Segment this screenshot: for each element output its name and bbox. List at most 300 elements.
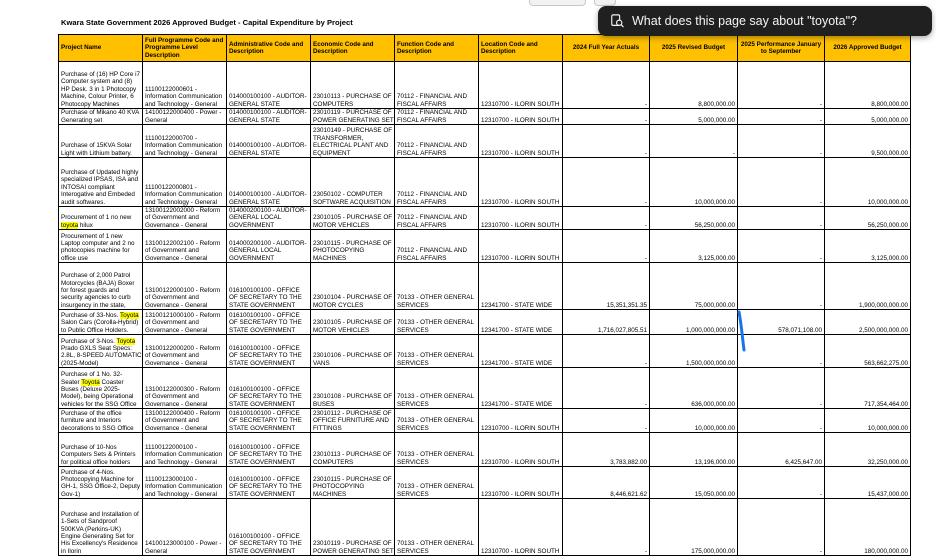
- cell-location: 12341700 - STATE WIDE: [479, 368, 563, 409]
- cell-line: GENERAL STATE: [229, 149, 280, 157]
- cell-line: (2025-Model): [61, 359, 99, 367]
- cell-line: 11100123000100 -: [145, 476, 197, 483]
- cell-line: GENERAL STATE: [229, 116, 280, 124]
- cell-line: MOTOR VEHICLES: [313, 221, 370, 229]
- cell-line: STATE GOVERNMENT: [229, 490, 296, 498]
- cell-line: OF SECRETARY TO THE: [229, 393, 302, 401]
- cell-line: SERVICES: [397, 359, 429, 367]
- cell-line: Buses (Deluxe 2025-: [61, 386, 120, 393]
- cell-line: 13100121000100 - Reform: [145, 312, 221, 319]
- cell-2025-performance: -: [738, 368, 825, 409]
- cell-line: SERVICES: [397, 301, 429, 309]
- cell-location: 12310700 - ILORIN SOUTH: [479, 207, 563, 230]
- cell-line: HP Desk. 3 in 1 Photocopy: [61, 85, 137, 93]
- cell-line: vehicles for the SSG Office: [61, 400, 137, 408]
- cell-line: MACHINES: [313, 490, 347, 498]
- cell-line: MOTOR VEHICLES: [313, 326, 370, 334]
- cell-programme: [143, 125, 227, 158]
- cell-economic: [311, 409, 395, 433]
- cell-2025-performance: -: [738, 109, 825, 125]
- cell-function: [395, 310, 479, 335]
- cell-location: 12310700 - ILORIN SOUTH: [479, 467, 563, 499]
- cell-project-name: [59, 125, 143, 158]
- cell-line: 11100122000601 -: [145, 85, 197, 93]
- cell-2025-performance: -: [738, 263, 825, 310]
- cell-2025-revised: 56,250,000.00: [650, 207, 738, 230]
- cell-line: 1-Sets of Sandproof: [61, 518, 118, 526]
- cell-administrative: [227, 207, 311, 230]
- cell-2025-performance: 6,425,647.00: [738, 433, 825, 467]
- cell-programme: [143, 230, 227, 263]
- cell-line: of Government and: [145, 393, 199, 401]
- cell-line: Purchase of 3-Nos. Toyota: [61, 337, 136, 345]
- cell-line: toyota hilux: [61, 221, 93, 229]
- cell-location: 12310700 - ILORIN SOUTH: [479, 499, 563, 556]
- table-row: [59, 230, 911, 263]
- cell-2026-approved: 3,125,000.00: [825, 230, 911, 263]
- cell-line: and Technology - General: [145, 458, 217, 466]
- cell-administrative: [227, 335, 311, 368]
- cell-economic: [311, 109, 395, 125]
- cell-line: office use: [61, 254, 88, 262]
- cell-line: and Technology - General: [145, 149, 217, 157]
- cell-2025-performance: -: [738, 409, 825, 433]
- cell-2025-revised: 1,500,000,000.00: [650, 335, 738, 368]
- table-row: [59, 310, 911, 335]
- cell-line: 016100100100 - OFFICE: [229, 410, 300, 417]
- cell-function: [395, 263, 479, 310]
- cell-line: in Ilorin: [61, 547, 82, 555]
- cell-line: 13100122000100 - Reform: [145, 287, 221, 294]
- cell-line: FISCAL AFFAIRS: [397, 254, 447, 262]
- cell-administrative: [227, 263, 311, 310]
- cell-location: 12310700 - ILORIN SOUTH: [479, 125, 563, 158]
- cell-line: 014000100100 - AUDITOR-: [229, 191, 307, 199]
- cell-economic: [311, 263, 395, 310]
- cell-line: and Technology - General: [145, 198, 217, 206]
- cell-line: TRANSFORMER,: [313, 134, 364, 142]
- cell-project-name: [59, 62, 143, 109]
- cell-line: 23010113 - PURCHASE OF: [313, 93, 392, 101]
- search-highlight: Toyota: [120, 312, 139, 319]
- cell-project-name: [59, 335, 143, 368]
- cell-line: POWER GENERATING SET: [313, 547, 394, 555]
- cell-function: [395, 125, 479, 158]
- cell-line: 70112 - FINANCIAL AND: [397, 109, 467, 117]
- cell-line: 014000100100 - AUDITOR-: [229, 109, 307, 117]
- cell-2024-actuals: -: [563, 207, 650, 230]
- cell-line: His Excellency's Residence: [61, 540, 138, 548]
- cell-function: [395, 207, 479, 230]
- cell-line: PHOTOCOPYING: [313, 247, 365, 255]
- cell-administrative: [227, 499, 311, 556]
- cell-project-name: [59, 109, 143, 125]
- cell-line: Purchase of (16) HP Core i7: [61, 70, 140, 78]
- cell-2024-actuals: -: [563, 409, 650, 433]
- cell-2024-actuals: 1,716,027,805.51: [563, 310, 650, 335]
- cell-2024-actuals: 8,446,621.62: [563, 467, 650, 499]
- cell-line: Information Communication: [145, 451, 222, 459]
- cell-2026-approved: 180,000,000.00: [825, 499, 911, 556]
- cell-2026-approved: 8,800,000.00: [825, 62, 911, 109]
- cell-2024-actuals: 15,351,351.35: [563, 263, 650, 310]
- cell-2024-actuals: -: [563, 230, 650, 263]
- table-row: [59, 263, 911, 310]
- cell-line: FISCAL AFFAIRS: [397, 149, 447, 157]
- budget-table: [58, 34, 911, 556]
- cell-line: decorations to SSG Office: [61, 424, 134, 432]
- cell-line: GENERAL STATE: [229, 198, 280, 206]
- cell-project-name: [59, 207, 143, 230]
- cell-project-name: [59, 368, 143, 409]
- cell-line: OF SECRETARY TO THE: [229, 483, 302, 491]
- cell-line: SERVICES: [397, 490, 429, 498]
- cell-2024-actuals: -: [563, 368, 650, 409]
- cell-2025-revised: 8,800,000.00: [650, 62, 738, 109]
- cell-2026-approved: 717,354,464.00: [825, 368, 911, 409]
- table-row: [59, 109, 911, 125]
- cell-line: Procurement of 1 new: [61, 232, 123, 240]
- cell-line: Machine, Colour Printer, 6: [61, 93, 134, 101]
- table-row: [59, 158, 911, 207]
- cell-line: 014000100100 - AUDITOR-: [229, 93, 307, 101]
- header-economic: Economic Code and Description: [311, 35, 395, 62]
- header-function: Function Code and Description: [395, 35, 479, 62]
- cell-location: 12310700 - ILORIN SOUTH: [479, 109, 563, 125]
- cell-line: OF SECRETARY TO THE: [229, 540, 302, 548]
- cell-line: SOFTWARE ACQUISITION: [313, 198, 391, 206]
- cell-2025-revised: 175,000,000.00: [650, 499, 738, 556]
- cell-line: 500KVA (Perkins-UK): [61, 525, 122, 533]
- cell-line: STATE GOVERNMENT: [229, 301, 296, 309]
- cell-line: 23010105 - PURCHASE OF: [313, 214, 393, 222]
- cell-line: 13100122002000 - Reform: [145, 207, 221, 214]
- cell-2025-revised: 13,196,000.00: [650, 433, 738, 467]
- cell-2025-performance: -: [738, 158, 825, 207]
- cell-line: Governance - General: [145, 221, 208, 229]
- cell-2026-approved: 563,662,275.00: [825, 335, 911, 368]
- cell-line: Purchase of Updated highly: [61, 168, 139, 176]
- cell-line: for forest guards and: [61, 287, 120, 294]
- cell-administrative: [227, 109, 311, 125]
- cell-2024-actuals: -: [563, 62, 650, 109]
- cell-programme: [143, 62, 227, 109]
- cell-line: security agencies to curb: [61, 294, 131, 302]
- cell-line: specialized IPSAS, ISA and: [61, 176, 139, 184]
- cell-line: GH-1, SSG Office-2, Deputy: [61, 483, 140, 491]
- cell-2024-actuals: 3,783,882.00: [563, 433, 650, 467]
- cell-line: Purchase and Installation of: [61, 510, 139, 518]
- cell-line: of Government and: [145, 417, 199, 425]
- cell-line: FITTINGS: [313, 424, 342, 432]
- cell-2026-approved: 32,250,000.00: [825, 433, 911, 467]
- cell-2024-actuals: -: [563, 158, 650, 207]
- cell-line: 23010115 - PURCHASE OF: [313, 240, 392, 247]
- search-highlight: toyota: [61, 221, 79, 229]
- cell-programme: [143, 207, 227, 230]
- cell-line: GENERAL STATE: [229, 100, 280, 108]
- cell-line: FISCAL AFFAIRS: [397, 221, 447, 229]
- cell-line: COMPUTERS: [313, 100, 354, 108]
- cell-line: 014000200100 - AUDITOR-: [229, 207, 307, 214]
- cell-line: 11100122000700 -: [145, 134, 197, 142]
- cell-line: 13100122002100 - Reform: [145, 240, 221, 247]
- cell-2025-revised: 15,050,000.00: [650, 467, 738, 499]
- cell-line: Governance - General: [145, 254, 208, 262]
- cell-line: 014000200100 - AUDITOR-: [229, 240, 307, 247]
- cell-line: 23010149 - PURCHASE OF: [313, 127, 393, 135]
- cell-line: Purchase of 15KVA Solar: [61, 142, 132, 150]
- cell-line: 13100122000200 - Reform: [145, 345, 221, 352]
- cell-line: 23010112 - PURCHASE OF: [313, 410, 392, 417]
- cell-2024-actuals: -: [563, 125, 650, 158]
- cell-programme: [143, 433, 227, 467]
- cell-line: MOTOR CYCLES: [313, 301, 364, 309]
- cell-administrative: [227, 158, 311, 207]
- cell-line: Governance - General: [145, 301, 208, 309]
- table-row: [59, 409, 911, 433]
- cell-line: GENERAL LOCAL: [229, 247, 282, 255]
- cell-line: SERVICES: [397, 458, 429, 466]
- cell-line: 13100122000300 - Reform: [145, 386, 221, 393]
- cell-line: Information Communication: [145, 93, 222, 101]
- cell-line: FISCAL AFFAIRS: [397, 116, 447, 124]
- cell-line: 23010119 - PURCHASE OF: [313, 540, 392, 548]
- cell-line: of Government and: [145, 319, 199, 327]
- cell-function: [395, 230, 479, 263]
- cell-line: Prado GXLS Seat Specs:: [61, 345, 133, 352]
- cell-line: audit softwares.: [61, 198, 106, 206]
- cell-administrative: [227, 409, 311, 433]
- search-page-icon: [610, 14, 624, 28]
- cell-line: GENERAL LOCAL: [229, 214, 282, 222]
- cell-line: 70133 - OTHER GENERAL: [397, 294, 474, 302]
- table-row: [59, 207, 911, 230]
- cell-economic: [311, 499, 395, 556]
- cell-line: FISCAL AFFAIRS: [397, 198, 447, 206]
- cell-programme: [143, 158, 227, 207]
- cell-line: General: [145, 547, 168, 555]
- cell-2025-performance: -: [738, 125, 825, 158]
- cell-location: 12310700 - ILORIN SOUTH: [479, 62, 563, 109]
- cell-line: and Technology - General: [145, 490, 217, 498]
- cell-line: STATE GOVERNMENT: [229, 326, 296, 334]
- header-2024-actuals: 2024 Full Year Actuals: [563, 35, 650, 62]
- cell-line: furniture and Interiors: [61, 417, 121, 425]
- cell-line: 23010108 - PURCHASE OF: [313, 393, 393, 401]
- cell-line: OF SECRETARY TO THE: [229, 294, 302, 302]
- header-programme: Full Programme Code and Programme Level Description: [143, 35, 227, 62]
- cell-administrative: [227, 433, 311, 467]
- cell-2024-actuals: -: [563, 499, 650, 556]
- cell-line: 70112 - FINANCIAL AND: [397, 191, 467, 199]
- cell-project-name: [59, 467, 143, 499]
- cell-programme: [143, 368, 227, 409]
- cell-project-name: [59, 263, 143, 310]
- cell-line: Laptop computer and 2 no: [61, 240, 135, 247]
- cell-programme: [143, 499, 227, 556]
- cell-line: SERVICES: [397, 547, 429, 555]
- cell-location: 12310700 - ILORIN SOUTH: [479, 433, 563, 467]
- cell-economic: [311, 335, 395, 368]
- cell-line: 11100122000801 -: [145, 183, 197, 191]
- cell-2026-approved: 5,000,000.00: [825, 109, 911, 125]
- cell-line: Governance - General: [145, 359, 208, 367]
- cell-economic: [311, 158, 395, 207]
- cell-line: Information Communication: [145, 191, 222, 199]
- cell-project-name: [59, 409, 143, 433]
- cell-economic: [311, 368, 395, 409]
- cell-line: Computers Sets & Printers: [61, 451, 136, 459]
- cell-2025-revised: 75,000,000.00: [650, 263, 738, 310]
- cell-line: STATE GOVERNMENT: [229, 547, 296, 555]
- cell-economic: [311, 62, 395, 109]
- cell-2025-revised: 10,000,000.00: [650, 158, 738, 207]
- cell-2025-revised: 10,000,000.00: [650, 409, 738, 433]
- cell-2025-revised: 3,125,000.00: [650, 230, 738, 263]
- cell-line: Photocopy Machines: [61, 100, 120, 108]
- cell-line: Light with Lithium battery.: [61, 149, 132, 157]
- cell-programme: [143, 109, 227, 125]
- cell-line: 23010113 - PURCHASE OF: [313, 451, 392, 459]
- cell-line: MACHINES: [313, 254, 347, 262]
- cell-line: 016100100100 - OFFICE: [229, 312, 300, 319]
- cell-function: [395, 409, 479, 433]
- cell-2026-approved: 9,500,000.00: [825, 125, 911, 158]
- ask-ai-bar[interactable]: [598, 6, 932, 36]
- cell-economic: [311, 310, 395, 335]
- cell-line: for political office holders: [61, 458, 131, 466]
- cell-line: OF SECRETARY TO THE: [229, 352, 302, 360]
- cell-location: 12341700 - STATE WIDE: [479, 335, 563, 368]
- cell-line: 23010115 - PURCHASE OF: [313, 476, 392, 483]
- table-row: [59, 62, 911, 109]
- cell-line: 70112 - FINANCIAL AND: [397, 93, 467, 101]
- cell-line: 70133 - OTHER GENERAL: [397, 540, 474, 548]
- cell-line: EQUIPMENT: [313, 149, 351, 157]
- cell-line: 016100100100 - OFFICE: [229, 444, 300, 451]
- cell-line: Governance - General: [145, 326, 208, 334]
- cell-2026-approved: 1,900,000,000.00: [825, 263, 911, 310]
- cell-2026-approved: 56,250,000.00: [825, 207, 911, 230]
- cell-line: Generating set: [61, 116, 103, 124]
- cell-line: 23010119 - PURCHASE OF: [313, 109, 392, 117]
- cell-programme: [143, 263, 227, 310]
- cell-line: of Government and: [145, 352, 199, 360]
- page-title: Kwara State Government 2026 Approved Budget - Capital Expenditure by Project: [61, 18, 353, 27]
- cell-administrative: [227, 310, 311, 335]
- cell-2026-approved: 10,000,000.00: [825, 158, 911, 207]
- cell-line: COMPUTERS: [313, 458, 354, 466]
- table-row: [59, 467, 911, 499]
- cell-line: GOVERNMENT: [229, 221, 275, 229]
- cell-2025-revised: 1,000,000,000.00: [650, 310, 738, 335]
- cell-line: ELECTRICAL PLANT AND: [313, 142, 389, 150]
- cell-line: Purchase of 4-Nos.: [61, 468, 115, 476]
- cell-line: OF SECRETARY TO THE: [229, 417, 302, 425]
- cell-line: insurgency in the state,: [61, 301, 126, 309]
- cell-line: of Government and: [145, 247, 199, 255]
- cell-economic: [311, 125, 395, 158]
- cell-project-name: [59, 230, 143, 263]
- cell-line: 70133 - OTHER GENERAL: [397, 417, 474, 425]
- cell-programme: [143, 310, 227, 335]
- table-row: [59, 335, 911, 368]
- cell-line: Information Communication: [145, 142, 222, 150]
- table-row: [59, 368, 911, 409]
- cell-line: STATE GOVERNMENT: [229, 400, 296, 408]
- cell-economic: [311, 433, 395, 467]
- cell-project-name: [59, 433, 143, 467]
- cell-2025-performance: -: [738, 62, 825, 109]
- cell-2025-performance: -: [738, 335, 825, 368]
- cell-line: of Government and: [145, 294, 199, 302]
- cell-line: BUSES: [313, 400, 335, 408]
- cell-2025-performance: -: [738, 499, 825, 556]
- cell-function: [395, 499, 479, 556]
- cell-line: 14100123000100 - Power -: [145, 540, 222, 548]
- cell-line: FISCAL AFFAIRS: [397, 100, 447, 108]
- cell-2026-approved: 15,437,000.00: [825, 467, 911, 499]
- cell-line: Computer system and (8): [61, 78, 133, 86]
- header-2026-approved: 2026 Approved Budget: [825, 35, 911, 62]
- cell-line: Purchase of 1 No. 32-: [61, 371, 123, 379]
- cell-function: [395, 158, 479, 207]
- cell-line: 70133 - OTHER GENERAL: [397, 393, 474, 401]
- cell-line: 11100122000100 -: [145, 444, 197, 451]
- cell-administrative: [227, 230, 311, 263]
- table-row: [59, 499, 911, 556]
- cell-line: Governance - General: [145, 400, 208, 408]
- search-highlight: Toyota: [81, 378, 100, 386]
- cell-function: [395, 433, 479, 467]
- cell-location: 12341700 - STATE WIDE: [479, 263, 563, 310]
- cell-line: Seater Toyota Coaster: [61, 378, 124, 386]
- cell-line: 23010106 - PURCHASE OF: [313, 352, 393, 360]
- cell-line: 70133 - OTHER GENERAL: [397, 352, 474, 360]
- ask-ai-prompt: What does this page say about "toyota"?: [632, 14, 857, 28]
- cell-line: STATE GOVERNMENT: [229, 458, 296, 466]
- cell-2025-performance: 578,071,108.00: [738, 310, 825, 335]
- cell-administrative: [227, 125, 311, 158]
- cell-programme: [143, 335, 227, 368]
- cell-administrative: [227, 368, 311, 409]
- cell-function: [395, 368, 479, 409]
- cell-2026-approved: 2,500,000,000.00: [825, 310, 911, 335]
- cell-line: GOVERNMENT: [229, 254, 275, 262]
- cell-line: 70133 - OTHER GENERAL: [397, 319, 474, 327]
- cell-2025-revised: 5,000,000.00: [650, 109, 738, 125]
- cell-2024-actuals: -: [563, 335, 650, 368]
- cell-2025-performance: -: [738, 230, 825, 263]
- cell-line: 016100100100 - OFFICE: [229, 345, 300, 352]
- cell-line: SERVICES: [397, 424, 429, 432]
- cell-line: PHOTOCOPYING: [313, 483, 365, 491]
- cell-line: 23010105 - PURCHASE OF: [313, 319, 393, 327]
- cell-project-name: [59, 499, 143, 556]
- window-tab-handle[interactable]: [529, 0, 586, 6]
- cell-line: OF SECRETARY TO THE: [229, 451, 302, 459]
- cell-project-name: [59, 158, 143, 207]
- cell-line: 016100100100 - OFFICE: [229, 476, 300, 483]
- cell-line: of Government and: [145, 214, 199, 222]
- cell-line: 70112 - FINANCIAL AND: [397, 142, 467, 150]
- cell-line: Purchase of 10-Nos: [61, 444, 117, 451]
- cell-2025-revised: 636,000,000.00: [650, 368, 738, 409]
- cell-function: [395, 335, 479, 368]
- table-row: [59, 433, 911, 467]
- cell-line: 70133 - OTHER GENERAL: [397, 451, 474, 459]
